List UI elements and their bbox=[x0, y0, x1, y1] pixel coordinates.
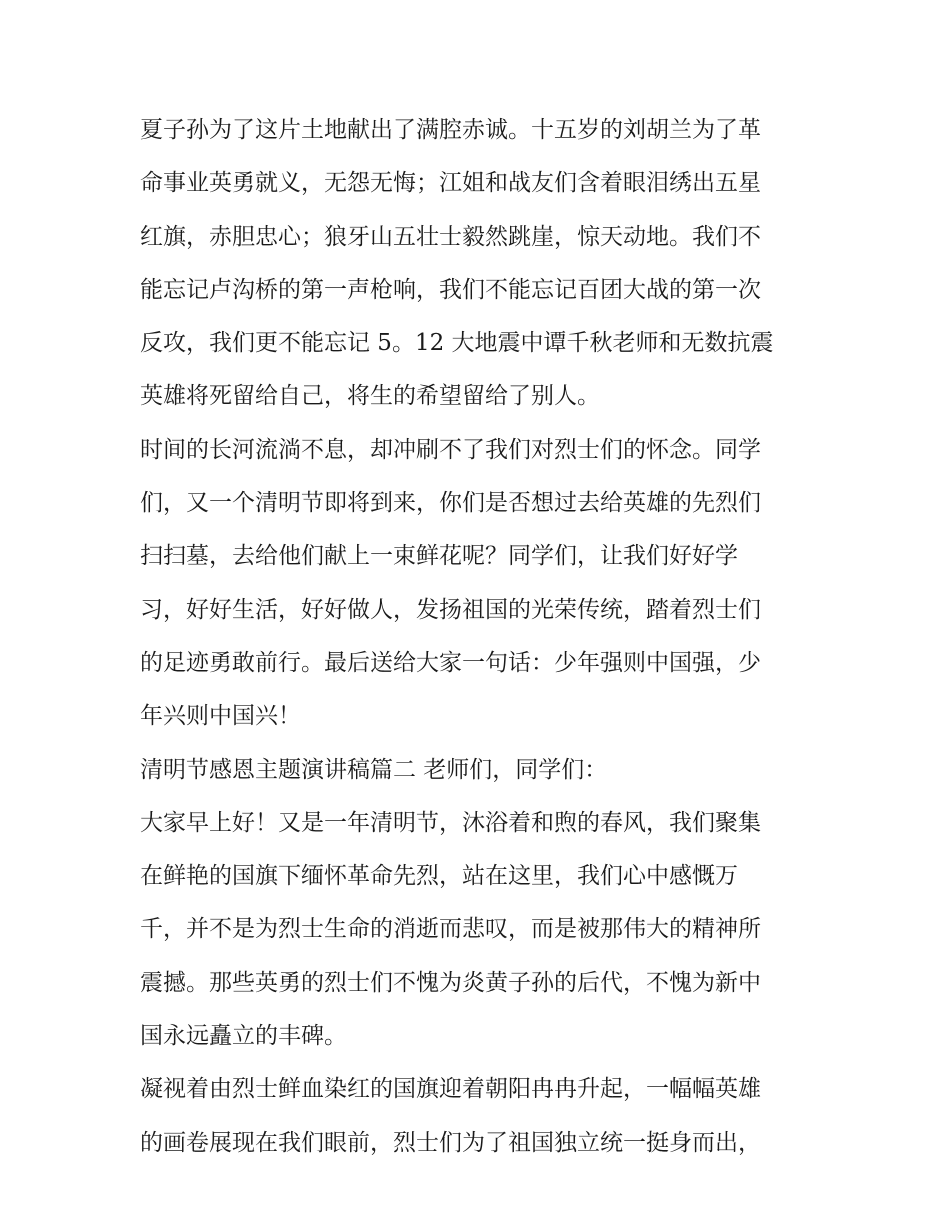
text-line: 英雄将死留给自己，将生的希望留给了别人。 bbox=[140, 383, 600, 410]
text-line: 们，又一个清明节即将到来，你们是否想过去给英雄的先烈们 bbox=[140, 490, 761, 517]
text-line: 扫扫墓，去给他们献上一束鲜花呢？同学们，让我们好好学 bbox=[140, 543, 738, 570]
text-line: 夏子孙为了这片土地献出了满腔赤诚。十五岁的刘胡兰为了革 bbox=[140, 117, 761, 143]
speech-text bbox=[140, 104, 820, 1170]
text-line: 的足迹勇敢前行。最后送给大家一句话：少年强则中国强，少 bbox=[140, 649, 761, 676]
text-line: 的画卷展现在我们眼前，烈士们为了祖国独立统一挺身而出， bbox=[140, 1129, 761, 1156]
text-line: 大家早上好！又是一年清明节，沐浴着和煦的春风，我们聚集 bbox=[140, 809, 761, 836]
text-line: 时间的长河流淌不息，却冲刷不了我们对烈士们的怀念。同学 bbox=[140, 436, 761, 463]
text-line: 命事业英勇就义，无怨无悔；江姐和战友们含着眼泪绣出五星 bbox=[140, 170, 761, 197]
section-heading: 清明节感恩主题演讲稿篇二 老师们，同学们： bbox=[140, 756, 608, 783]
text-line: 震撼。那些英勇的烈士们不愧为炎黄子孙的后代，不愧为新中 bbox=[140, 969, 761, 996]
text-line: 年兴则中国兴！ bbox=[140, 703, 301, 730]
text-line: 国永远矗立的丰碑。 bbox=[140, 1023, 347, 1050]
text-line: 在鲜艳的国旗下缅怀革命先烈，站在这里，我们心中感慨万 bbox=[140, 863, 738, 890]
text-line: 能忘记卢沟桥的第一声枪响，我们不能忘记百团大战的第一次 bbox=[140, 276, 761, 303]
text-line: 红旗，赤胆忠心；狼牙山五壮士毅然跳崖，惊天动地。我们不 bbox=[140, 223, 761, 250]
text-line: 反攻，我们更不能忘记 5。12 大地震中谭千秋老师和无数抗震 bbox=[140, 330, 774, 357]
text-line: 习，好好生活，好好做人，发扬祖国的光荣传统，踏着烈士们 bbox=[140, 596, 761, 623]
text-line: 千，并不是为烈士生命的消逝而悲叹，而是被那伟大的精神所 bbox=[140, 916, 761, 943]
text-line: 凝视着由烈士鲜血染红的国旗迎着朝阳冉冉升起，一幅幅英雄 bbox=[140, 1076, 761, 1103]
